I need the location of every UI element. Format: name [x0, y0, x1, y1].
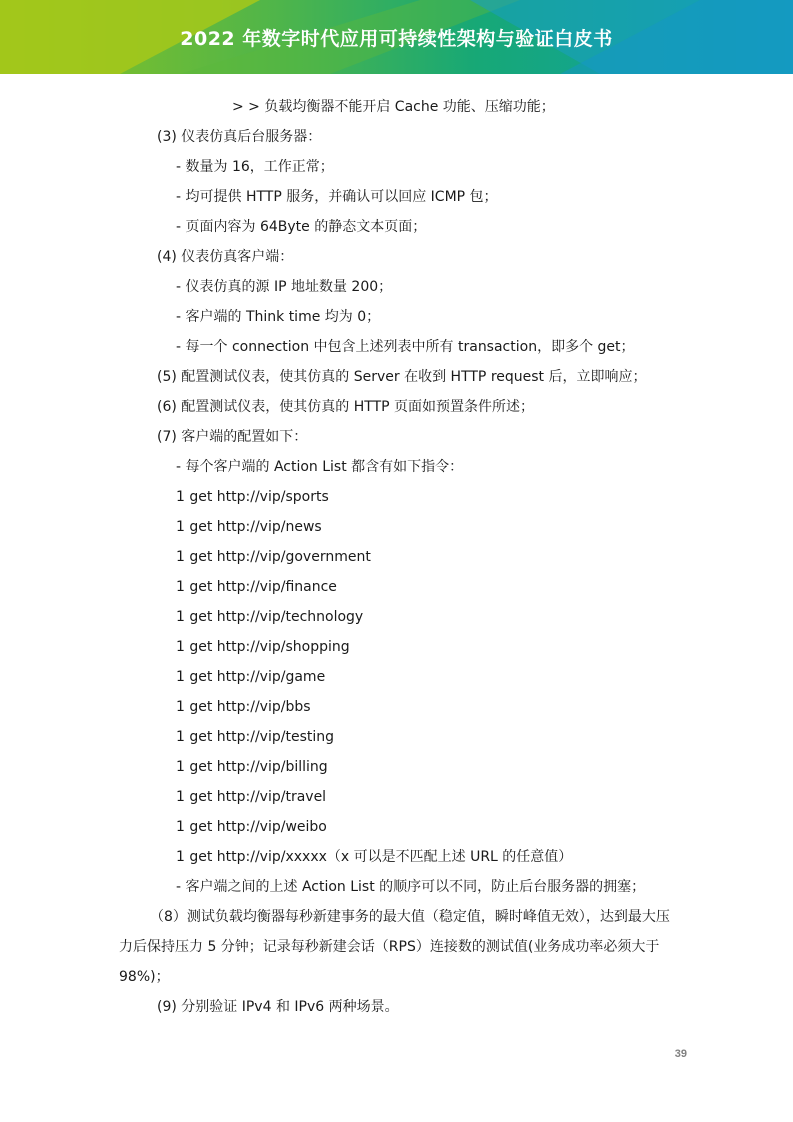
- url-line: 1 get http://vip/xxxxx（x 可以是不匹配上述 URL 的任意值）: [176, 849, 573, 865]
- text-line: > > 负载均衡器不能开启 Cache 功能、压缩功能；: [232, 99, 555, 115]
- url-line: 1 get http://vip/government: [176, 549, 371, 565]
- text-line: - 均可提供 HTTP 服务，并确认可以回应 ICMP 包；: [176, 189, 498, 205]
- url-line: 1 get http://vip/finance: [176, 579, 337, 595]
- text-line: (3) 仪表仿真后台服务器：: [157, 129, 322, 145]
- text-line: - 客户端的 Think time 均为 0；: [176, 309, 381, 325]
- text-line: - 数量为 16，工作正常；: [176, 159, 334, 175]
- url-line: 1 get http://vip/bbs: [176, 699, 311, 715]
- text-line: - 每个客户端的 Action List 都含有如下指令：: [176, 459, 464, 475]
- text-line: 力后保持压力 5 分钟；记录每秒新建会话（RPS）连接数的测试值(业务成功率必须大于: [119, 939, 660, 955]
- page-number: 39: [674, 1048, 687, 1060]
- url-line: 1 get http://vip/testing: [176, 729, 334, 745]
- text-line: (7) 客户端的配置如下：: [157, 429, 308, 445]
- url-line: 1 get http://vip/travel: [176, 789, 327, 805]
- page-header-banner: [0, 0, 793, 74]
- text-line: - 客户端之间的上述 Action List 的顺序可以不同，防止后台服务器的拥塞；: [176, 879, 646, 895]
- url-line: 1 get http://vip/game: [176, 669, 326, 685]
- text-line: - 每一个 connection 中包含上述列表中所有 transaction，即多个 get；: [176, 339, 635, 355]
- text-line: （8）测试负载均衡器每秒新建事务的最大值（稳定值，瞬时峰值无效），达到最大压: [150, 909, 670, 925]
- text-line: 98%)；: [119, 969, 170, 985]
- url-line: 1 get http://vip/weibo: [176, 819, 327, 835]
- url-line: 1 get http://vip/news: [176, 519, 322, 535]
- text-line: - 仪表仿真的源 IP 地址数量 200；: [176, 279, 393, 295]
- url-line: 1 get http://vip/shopping: [176, 639, 350, 655]
- url-line: 1 get http://vip/technology: [176, 609, 364, 625]
- url-line: 1 get http://vip/sports: [176, 489, 329, 505]
- text-line: (6) 配置测试仪表，使其仿真的 HTTP 页面如预置条件所述；: [157, 399, 535, 415]
- text-line: (5) 配置测试仪表，使其仿真的 Server 在收到 HTTP request 后，立即响应；: [157, 369, 647, 385]
- document-title: 2022 年数字时代应用可持续性架构与验证白皮书: [180, 28, 613, 50]
- text-line: (9) 分别验证 IPv4 和 IPv6 两种场景。: [157, 999, 399, 1015]
- text-line: - 页面内容为 64Byte 的静态文本页面；: [176, 219, 427, 235]
- url-line: 1 get http://vip/billing: [176, 759, 328, 775]
- text-line: (4) 仪表仿真客户端：: [157, 249, 294, 265]
